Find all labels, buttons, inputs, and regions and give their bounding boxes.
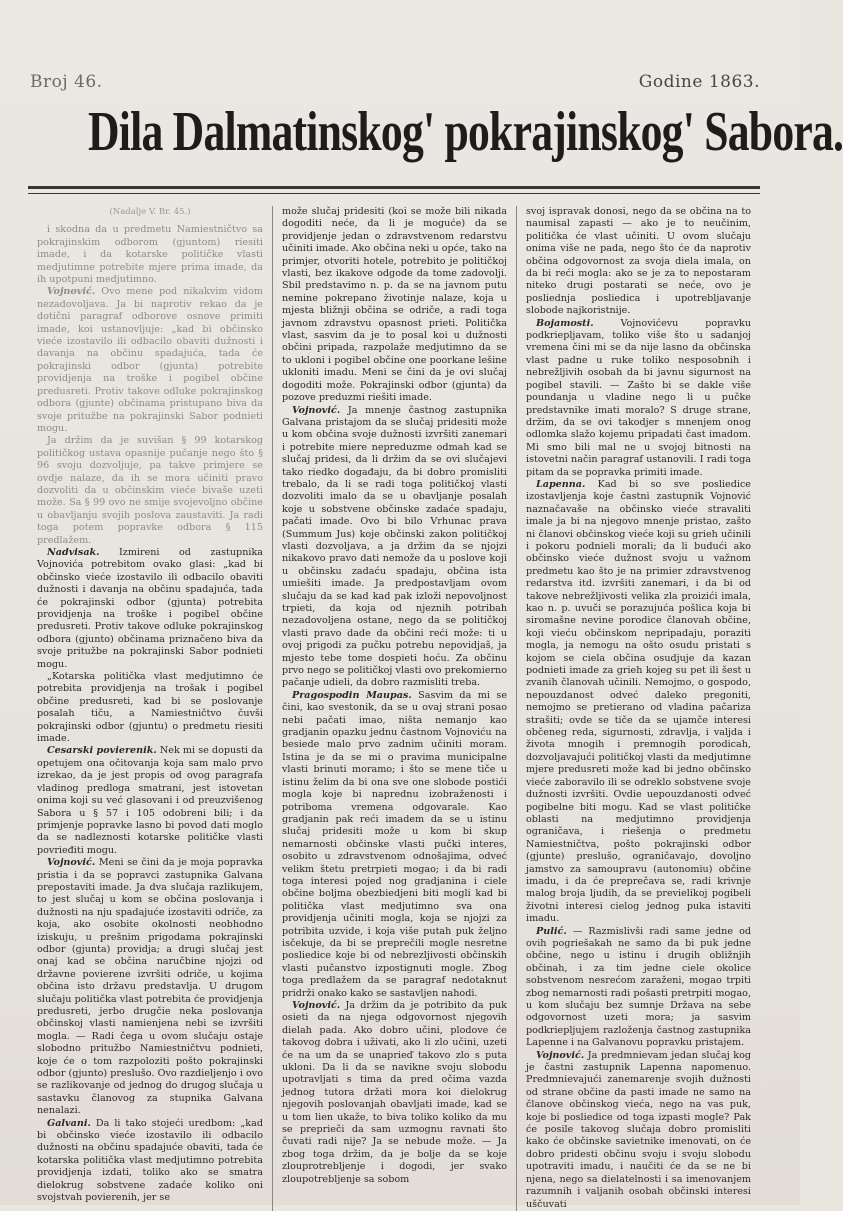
paragraph-text: Ja držim da je suvišan § 99 kotarskog političkog ustava opasnije pučanje nego što § 96 svoju dozvoljuje, pa takve primjere se ovdje nalaze, da ih se mora učiniti pravo dozvoliti da u občinskim vieće bivaše uzeti može. Sa § 99 ovo ne smije svojevoljno občine u obavljanju svojih poslova zaustaviti. Ja radi toga potem popravke odbora § 115 predlažem. bbox=[37, 435, 263, 546]
article-paragraph bbox=[282, 1000, 507, 1186]
newspaper-title: Dila Dalmatinskog' pokrajinskog' Sabora. bbox=[88, 101, 843, 163]
article-paragraph bbox=[526, 479, 751, 926]
speaker-name: Pragospodin Maupas. bbox=[292, 689, 412, 701]
paragraph-text: može slučaj pridesiti (koi se može bili nikada dogoditi neće, da li je moguće) da se providjenje jedan o zdravstvenom redarstvu učiniti imade. Ako občina neki u opće, tako na primjer, otvoriti hotele, potrebito je političkoj vlasti, bez ikakove odgode da tome zadovolji. Sbil predstavimo n. p. da se na javnom putu nemine pokrepano životinje nalaze, koja u mjesta bližnji občina se odriče, a radi toga javnom zdravstvu opasnost prieti. Politička vlast, sasvim da je to posal koi u dužnosti občini pripada, razpolaže medjutimno da se to ukloni i pogibel občine one poorkane lešine ukloniti imadu. Meni se čini da je ovi slučaj dogoditi može. Pokrajinski odbor (gjunta) da pozove preduzmi riešiti imade. bbox=[282, 206, 507, 404]
paragraph-text: Meni se čini da je moja popravka pristia i da se popravci zastupnika Galvana prepostaviti imade. Ja dva slučaja razlikujem, to jest slučaj u kom se občina poslovanja i dužnosti na nju spadajuće izostaviti odriče, za koja, ako osobite okolnosti neobhodno iziskuju, u prešnim prigodama pokrajinski odbor (gjunta) providja; a drugi slučaj jest onaj kad se občina naručbine njojzi od državne povierene izvršiti odriče, u kojima občina isto državu predstavlja. U drugom slučaju politička vlast potrebita će providjenja predusreti, jerbo drugčie neka poslovanja občinskoj vlasti namienjena nebi se izvršiti mogla. — Radi čega u ovom slučaju ostaje slobodno pritužbo Namiestničtvu podnieti, koje će o tom razpoloziti pošto pokrajinski odbor (gjunto) preslušo. Ovo razdieljenjo i ovo se razlikovanje od jednog do drugog slučaja u sastavku članovog za stupnika Galvana nenalazi. bbox=[37, 857, 263, 1117]
publication-year: Godine 1863. bbox=[638, 72, 760, 92]
article-paragraph bbox=[37, 857, 263, 1118]
speaker-name: Bojamosti. bbox=[536, 317, 594, 329]
speaker-name: Vojnović. bbox=[47, 286, 96, 298]
paragraph-text: „Kotarska politička vlast medjutimno će potrebita providjenja na trošak i pogibel občine predusreti, kad bi se poslovanje posalah tiču, a Namiestničtvo čuvši pokrajinski odbor (gjuntu) o predmetu riesiti imade. bbox=[37, 671, 263, 745]
article-paragraph bbox=[37, 224, 263, 286]
paragraph-text: — Razmislivši radi same jedne od ovih pogriešakah ne samo da bi puk jedne občine, nego u istinu i drugih obližnjih občinah, i za tim jedne ciele okolice sobstvenom nesrećom zaraženi, mogao trpiti zbog nemarnosti radi pošasti pretrpiti mogao, u kom slučaju bez sumnje Država na sebe odgovornost uzeti mora; ja sasvim podkriepljujem razloženja častnog zastupnika Lapenne i na Galvanovu popravku pristajem. bbox=[526, 925, 751, 1049]
paragraph-text: svoj ispravak donosi, nego da se občina na to naumisal zapasti — ako je to neučinim, politička će vlast učiniti. U ovom slučaju onima više ne pada, nego što će da naprotiv občina odgovornost za svoja diela imala, on da bi reći mogla: ako se je za to nepostaram niteko drugi postarati se neće, ovo je posliednja posliedica i upotrebljavanje slobode najkoristnije. bbox=[526, 206, 751, 317]
title-rule-thick bbox=[28, 186, 760, 189]
article-paragraph bbox=[37, 547, 263, 671]
paragraph-text: Nek mi se dopusti da opetujem ona očitovanja koja sam malo prvo izrekao, da je jest propis od ovog paragrafa vladinog predloga smatrani, jest istovetan onima koji su već glasovani i od preuzvišenog Sabora u § 57 i 105 odobreni bili; i da primjenje popravke lasno bi povod dati moglo da se nadleznosti kotarske političke vlasti povrieđiti mogu. bbox=[37, 745, 264, 856]
paragraph-text: Ja mnenje častnog zastupnika Galvana pristajom da se slučaj pridesiti može u kom občina svoje dužnosti izvršiti zanemari i potrebite miere nepreduzme odmah kad se slučaj pridesi, da li držim da se ovi slučajevi tako riedko događaju, da bi dobro promisliti trebalo, da li se radi toga političkoj vlasti dozvoliti imalo da se u obavljanje posalah koje u sobstvene občinske zadaće spadaju, pačati imade. Ovo bi bilo Vrhunac prava (Summum Jus) koje občinski zakon političkoj vlasti dozvoljava, a ja držim da se njojzi nikakovo pravo dati nemože da u poslove koji u občinsku zadaću spadaju, občina ista umiešiti imade. Ja predpostavljam ovom slučaju da se kad kad pak izloži nepovoljnost trpieti, da koja od njeznih potribah nezadovoljena ostane, nego da se političkoj vlasti pravo dade da občini reći može: ti u ovoj prigodi za pučku potrebu nepovidjaš, ja mjesto tebe tome dospieti hoću. Za občinu prvo nego se političkoj vlasti ovo prekomierno pačanje udieli, da dobro razmisliti treba. bbox=[282, 404, 507, 689]
article-paragraph bbox=[526, 318, 751, 479]
paragraph-text: Da li tako stojeći uredbom: „kad bi občinsko vieće izostavilo ili odbacilo dužnosti na občinu spadajuće obaviti, tada će kotarska politička vlast medjutimno potrebita providjenja izdati, toliko ako se smatra dielokrug sobstvene zadaće koliko oni svojstvah povierenih, jer se bbox=[37, 1117, 263, 1204]
speaker-name: Vojnović. bbox=[292, 1000, 341, 1011]
speaker-name: Nadvisak. bbox=[47, 546, 100, 558]
paragraph-text: Sasvim da mi se čini, kao svestonik, da se u ovaj strani posao nebi pačati imao, ništa nemanjo kao gradjanin opazku jednu častnom Vojnoviću na besiede malo prvo zadnim učiniti moram. Istina je da se mi o pravima municipalne vlasti brinuti moramo; i što se mene tiče u istinu želim da bi ona sve one slobode postići mogla koje bi naprednu izobraženosti i potriboma vremena odgovarale. Kao gradjanin pak reći imadem da se u istinu slučaj pridesiti može u kom bi skup nemarnosti občinske vlasti pučki interes, osobito u zdravstvenom odnošajima, odveć velikm štetu pretrpieti mogao; i da bi radi toga interesi pojed nog gradjanina i ciele občine boljma obezbiedjeni biti mogli kad bi politička vlast medjutimno sva ona providjenja učiniti mogla, koja se njojzi za potribita uzvide, i koja više putah puk željno isčekuje, da bi se preprečili mogle nesretne posliedice koje bi od nebrezljivosti občinskih vlasti pučanstvo izpostignuti mogle. Zbog toga predlažem da se paragraf nedotaknut pridrži onako kako se sastavljen nahodi. bbox=[282, 689, 507, 999]
paragraph-text: i skodna da u predmetu Namiestničtvo sa pokrajinskim odborom (gjuntom) riesiti imade, i da kotarske političke vlasti medjutimne potrebite mjere prima imade, da ih upotpuni medjutimno. bbox=[37, 224, 263, 286]
paragraph-text: Kad bi so sve posliedice izostavljenja koje častni zastupnik Vojnović naznačavaše na občinsko vieće stravaliti imale ja bi na njegovo mnenje pristao, zašto ni članovi občinskog vieće koji su grieh učinili i pokoru podnieli morali; da li budući ako občinsko vieće dužnost svoju u važnom predmetu kao što je na primier zdravstvenog redarstva itd. izvršiti zanemari, i da bi od takove nebrežljivosti velika zla proizići imala, kao n. p. uvuči se porazujuća pošlica koja bi siromašne nevine porodice članovah občine, koji vieću občinskom nepripadaju, poraziti mogla, ja nemogu na ošto osudu pristati s kojom se ciela občina osudjuje da kazan podnieti imade za grieh kojeg su pet ili šest u zvanih članovah učinili. Nemojmo, o gospodo, nepouzdanost odveć daleko pregoniti, nemojmo se pretierano od vladina pačariza strašiti; ovde se tiče da se ujamče interesi občeneg reda, sigurnosti, zdravlja, i valjda i života mnogih i premnogih porodicah, dozvoljavajući političkoj vlasti da medjutimne mjere predusreti može kad bi jedno občinsko vieće zaboravilo ili se odreklo sobstvene svoje dužnosti izvršiti. Ovdie uepouzdanosti odveć pogibelne biti mogu. Kad se vlast političke oblasti na medjutimno providjenja ograničava, i riešenja o predmetu Namiestničtva, pošto pokrajinski odbor (gjunte) preslušo, ograničavajo, dovoljno jamstvo za samoupravu (autonomiu) občine imadu, i da će preprečava se, radi krivnje malog broja ljudih, da se previelikoj pogibeli životni interesi cielog jednog puka istaviti imadu. bbox=[526, 478, 751, 925]
article-paragraph bbox=[37, 435, 263, 547]
column-2 bbox=[272, 206, 516, 1211]
article-paragraph bbox=[282, 206, 507, 405]
speaker-name: Lapenna. bbox=[536, 478, 586, 490]
article-paragraph bbox=[282, 405, 507, 690]
article-paragraph bbox=[37, 745, 263, 857]
article-columns bbox=[28, 206, 760, 1210]
article-paragraph bbox=[37, 1118, 263, 1205]
paragraph-text: Ja predmnievam jedan slučaj kog je častni zastupnik Lapenna napomenuo. Predmnievajući zanemarenje svojih dužnosti od strane občine da pasti imade ne samo na članove občinskog vieća, nego na vas puk, koje bi posliedice od toga izpasti mogle? Pak će posile takovog slučaja dobro promisliti kako će občinske savietnike imenovati, on će dobro pridesti občinu svoju i svoju slobodu upotraviti imadu, i naučiti će da se ne bi njena, nego sa dielatelnosti i sa imenovanjem razumnih i valjanih osobah občinski interesi uščuvati bbox=[526, 1049, 751, 1210]
speaker-name: Pulić. bbox=[536, 925, 567, 937]
article-paragraph bbox=[282, 690, 507, 1000]
paragraph-text: Ovo mene pod nikakvim vidom nezadovoljava. Ja bi naprotiv rekao da je dotični paragraf odborove osnove primiti imade, koi ustanovljuje: „kad bi občinsko vieće izostavilo ili odbacilo obaviti dužnosti i davanja na občinu spadajuća, tada će pokrajinski odbor (gjunta) potrebite providjenja na troške i pogibel občine predusreti. Protiv takove odluke pokrajinskog odbora (gjunte) občinama pristupano biva da svoje pritužbe na pokrajinski Sabor podnieti mogu. bbox=[37, 286, 263, 434]
continuation-note: (Nadalje V. Br. 45.) bbox=[109, 207, 191, 217]
paragraph-text: Izmireni od zastupnika Vojnovića potrebitom ovako glasi: „kad bi občinsko vieće izostavilo ili odbacilo obaviti dužnosti i davanja na občinu spadajuća, tada će pokrajinski odbor (gjunta) potrebita providjenja na troške i pogibel občine predusreti. Protiv takove odluke pokrajinskog odbora (gjunto) občinama priznačeno biva da svoje pritužbe na pokrajinski Sabor podnieti mogu. bbox=[37, 546, 263, 670]
speaker-name: Vojnović. bbox=[292, 404, 341, 416]
article-paragraph bbox=[526, 926, 751, 1050]
speaker-name: Cesarski povierenik. bbox=[47, 745, 157, 757]
issue-number: Broj 46. bbox=[30, 72, 103, 92]
article-paragraph bbox=[526, 206, 751, 318]
paragraph-text: Vojnovićevu popravku podkriepljavam, toliko više što u sadanjoj vremena čini mi se da nije lasno da občinska vlast padne u ruke toliko nesposobnih i nebrežljivih osobah da bi javnu sigurnost na pogibel stavili. — Zašto bi se dakle više poundanja u vladine nego li u pučke predstavnike imati moralo? S druge strane, držim, da se ovi takodjer s mnenjem onog odlomka slažo kojemu pripadati čast imadom. Mi smo bili mal ne u svojoj bitnosti na istovetni način paragraf ustanovili. I radi toga pitam da se popravka primiti imade. bbox=[526, 317, 751, 478]
article-paragraph bbox=[37, 286, 263, 435]
column-3 bbox=[516, 206, 760, 1211]
speaker-name: Vojnović. bbox=[47, 857, 96, 869]
speaker-name: Vojnović. bbox=[536, 1049, 585, 1061]
article-paragraph bbox=[37, 671, 263, 745]
article-paragraph bbox=[526, 1050, 751, 1211]
column-1 bbox=[28, 206, 272, 1211]
speaker-name: Galvani. bbox=[47, 1117, 91, 1129]
paragraph-text: Ja držim da je potribito da puk osieti da na njega odgovornost njegovih dielah pada. Ako dobro učini, plodove će takovog dobra i uživati, ako li zlo učini, uzeti će na um da se unaprieď takovo zlo s puta ukloni. Da li da se navikne svoju slobodu upotravljati s tima da pred očima vazda jednog tutora držati mora koi dielokrug njegovih poslovanjah obavljati imade, kad se u tom lien ukaže, to biva toliko koliko da mu se preprieči da sam uzmognu ravnati što čuvati radi nije? Ja se nebude može. — Ja zbog toga držim, da je bolje da se koje zlouprotrebljenje i dogodi, jer svako zloupotrebljenje sa sobom bbox=[282, 1000, 507, 1185]
masthead-line bbox=[30, 72, 760, 92]
title-rule-thin bbox=[28, 193, 760, 194]
